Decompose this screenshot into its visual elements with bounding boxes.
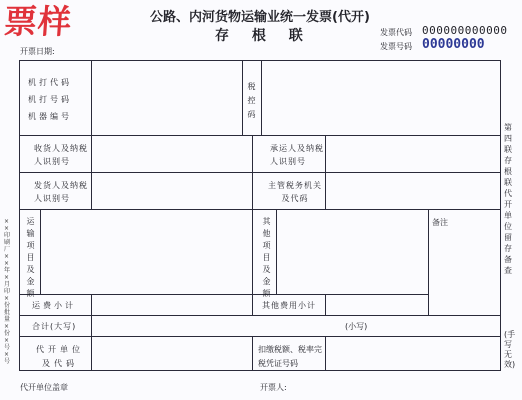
col-divider bbox=[428, 209, 429, 315]
col-divider bbox=[91, 315, 92, 336]
copy-subtitle: 存 根 联 bbox=[215, 28, 312, 44]
col-divider bbox=[91, 336, 92, 371]
machine-code-label: 机打代码 bbox=[28, 78, 72, 87]
row-divider bbox=[19, 294, 428, 295]
other-subtotal-label: 其他费用小计 bbox=[262, 301, 316, 310]
copy-designation-side: 第四联 存根联 代开单位留存备查 bbox=[504, 123, 512, 275]
handwriting-invalid-note: (手写无效) bbox=[504, 330, 516, 369]
invoice-number-value: 00000000 bbox=[422, 37, 485, 52]
machine-serial-label: 机器编号 bbox=[28, 112, 72, 121]
col-divider bbox=[325, 294, 326, 315]
withholding-tax-label: 扣缴税额、税率完税凭证号码 bbox=[258, 345, 322, 368]
sample-stamp: 票样 bbox=[2, 2, 74, 41]
other-items-label: 其他项目及金额 bbox=[262, 217, 271, 298]
tax-control-label: 税控码 bbox=[247, 82, 256, 119]
col-divider bbox=[325, 336, 326, 371]
invoice-code-value: 000000000000 bbox=[422, 24, 508, 37]
col-divider bbox=[91, 135, 92, 209]
issuing-unit-label: 代开单位及代码 bbox=[36, 345, 84, 368]
consignor-label: 发货人及纳税人识别号 bbox=[34, 181, 88, 203]
carrier-label: 承运人及纳税人识别号 bbox=[270, 144, 324, 166]
freight-subtotal-label: 运费小计 bbox=[32, 301, 76, 310]
col-divider bbox=[325, 135, 326, 209]
issuer-label: 开票人: bbox=[260, 383, 287, 392]
col-divider bbox=[40, 209, 41, 294]
col-divider bbox=[252, 294, 253, 315]
total-upper-label: 合计(大写) bbox=[32, 322, 77, 331]
col-divider bbox=[252, 209, 253, 294]
printer-info-side: ××印刷厂××年×月印×份批量×份×号×号 bbox=[4, 218, 11, 365]
invoice-title: 公路、内河货物运输业统一发票(代开) bbox=[150, 10, 370, 25]
remarks-label: 备注 bbox=[432, 218, 448, 227]
issuing-seal-label: 代开单位盖章 bbox=[20, 383, 68, 392]
total-lower-label: (小写) bbox=[345, 322, 368, 331]
col-divider bbox=[91, 60, 92, 135]
invoice-number-label: 发票号码 bbox=[380, 42, 412, 51]
col-divider bbox=[91, 294, 92, 315]
col-divider bbox=[261, 60, 262, 135]
col-divider bbox=[252, 336, 253, 371]
tax-authority-label: 主管税务机关及代码 bbox=[268, 181, 322, 203]
col-divider bbox=[242, 60, 243, 135]
machine-number-label: 机打号码 bbox=[28, 95, 72, 104]
transport-items-label: 运输项目及金额 bbox=[26, 217, 35, 298]
invoice-code-label: 发票代码 bbox=[380, 28, 412, 37]
consignee-label: 收货人及纳税人识别号 bbox=[34, 144, 88, 166]
col-divider bbox=[276, 209, 277, 294]
issue-date-label: 开票日期: bbox=[20, 47, 55, 56]
col-divider bbox=[252, 135, 253, 209]
